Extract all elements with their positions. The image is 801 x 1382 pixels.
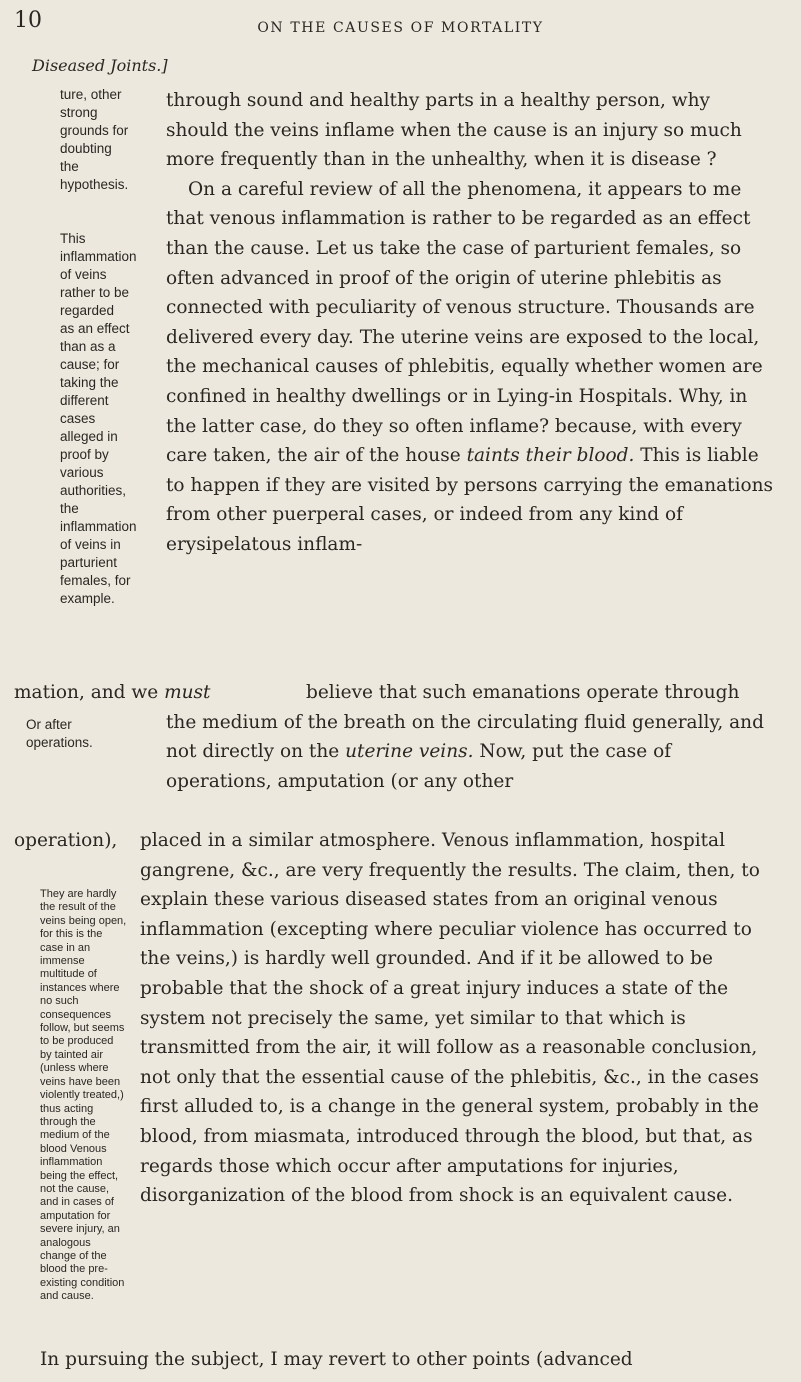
page-number: 10 bbox=[14, 8, 42, 33]
paragraph-review-cont: This is liable to happen if they are visited by persons carrying the emanations from other puerperal cases, or indeed from any kind of erysipelatous inflam- bbox=[166, 445, 774, 555]
paragraph-pursuing: In pursuing the subject, I may revert to other points (advanced bbox=[40, 1349, 633, 1370]
text-block-venous bbox=[140, 826, 774, 1211]
margin-note-strong-grounds: ture, other strong grounds for doubting the hypothesis. bbox=[60, 87, 129, 192]
running-head: ON THE CAUSES OF MORTALITY bbox=[257, 20, 544, 36]
margin-note-inflammation-effect: This inflammation of veins rather to be regarded as an effect than as a cause; for taking the different cases alleged in proof by various authorities, the inflammation of veins in parturient females, for example. bbox=[60, 231, 137, 606]
page-header bbox=[14, 6, 787, 46]
text-medium: believe that such emanations operate through the medium of the breath on the circulating fluid generally, and not directly on the bbox=[166, 682, 764, 763]
text-now: Now, put the case of operations, amputation (or any other bbox=[166, 741, 672, 792]
emphasis-must: must bbox=[164, 682, 211, 703]
paragraph-review bbox=[166, 175, 774, 560]
text-block-medium bbox=[166, 678, 774, 796]
section-mark: Diseased Joints.] bbox=[32, 56, 168, 75]
margin-note-tainted-air: They are hardly the result of the veins being open, for this is the case in an immense multitude of instances where no such consequences follow, but seems to be produced by tainted air (unless where veins have been violently treated,) thus acting through the medium of the blood Venous inflammation being the effect, not the cause, and in cases of amputation for severe injury, an analogous change of the blood the pre-existing condition and cause. bbox=[40, 888, 127, 1303]
paragraph-intro: through sound and healthy parts in a healthy person, why should the veins inflame when the cause is an injury so much more frequently than in the unhealthy, when it is disease ? bbox=[166, 90, 742, 171]
emphasis-uterine-veins: uterine veins. bbox=[345, 741, 474, 763]
paragraph-review-text: On a careful review of all the phenomena, it appears to me that venous inflammation is rather to be regarded as an effect than the cause. Let us take the case of parturient females, so often advanced in proof of the origin of uterine phlebitis as connected with peculiarity of venous structure. Thousands are delivered every day. The uterine veins are exposed to the local, the mechanical causes of phlebitis, equally whether women are confined in healthy dwellings or in Lying-in Hospitals. Why, in the latter case, do they so often inflame? because, with every care taken, the air of the house bbox=[166, 178, 763, 467]
margin-note-after-operations: Or after operations. bbox=[26, 717, 93, 750]
full-width-line-operation: operation), bbox=[14, 830, 118, 851]
paragraph-venous: placed in a similar atmosphere. Venous inflammation, hospital gangrene, &c., are very frequently the results. The claim, then, to explain these various diseased states from an original venous inflammation (excepting where peculiar violence has occurred to the veins,) is hardly well grounded. And if it be allowed to be probable that the shock of a great injury induces a state of the system not precisely the same, yet similar to that which is transmitted from the air, it will follow as a reasonable conclusion, not only that the essential cause of the phlebitis, &c., in the cases first alluded to, is a change in the general system, probably in the blood, from miasmata, introduced through the blood, but that, as regards those which occur after amputations for injuries, disorganization of the blood from shock is an equivalent cause. bbox=[140, 830, 760, 1207]
main-text-block bbox=[166, 86, 774, 560]
emphasis-taints: taints their blood. bbox=[466, 445, 635, 467]
text-mation: mation, and we bbox=[14, 682, 159, 703]
